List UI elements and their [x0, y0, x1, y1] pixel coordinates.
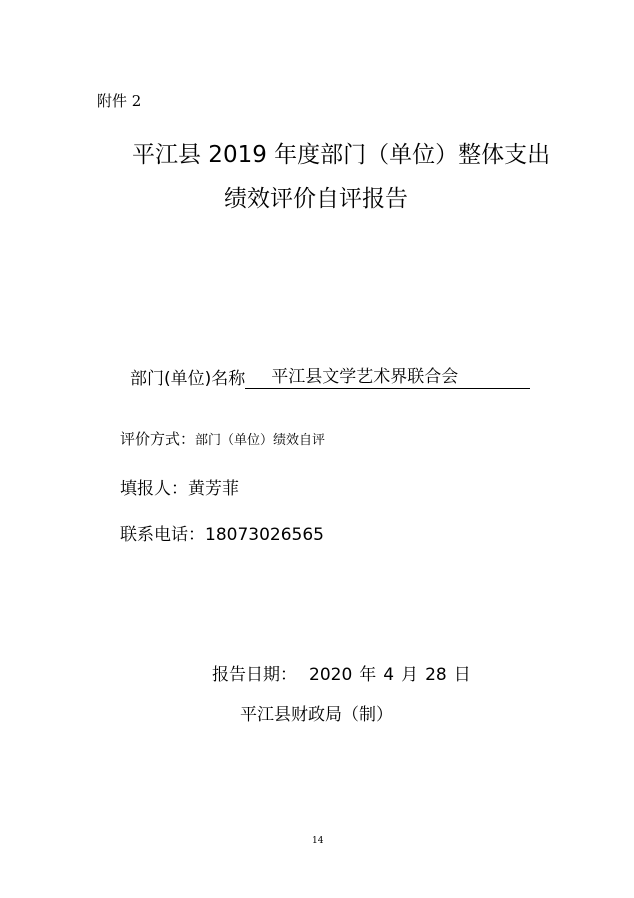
report-date-row	[212, 660, 471, 685]
report-date-day: 28	[425, 665, 447, 685]
filler-label: 填报人：	[120, 479, 188, 499]
department-name-value: 平江县文学艺术界联合会	[245, 366, 530, 389]
contact-phone-value: 18073026565	[205, 525, 324, 545]
report-date-day-unit: 日	[453, 665, 471, 685]
evaluation-method-label: 评价方式：	[120, 430, 196, 448]
report-title-line-1: 平江县 2019 年度部门（单位）整体支出	[132, 142, 551, 168]
evaluation-method-row	[120, 428, 325, 449]
report-date-year-unit: 年	[359, 665, 377, 685]
report-date-month: 4	[383, 665, 395, 685]
filler-value: 黄芳菲	[188, 479, 239, 499]
report-date-year: 2020	[309, 665, 353, 685]
report-date-month-unit: 月	[401, 665, 419, 685]
issuer-label: 平江县财政局（制）	[240, 705, 393, 725]
evaluation-method-value: 部门（单位）绩效自评	[195, 433, 326, 448]
department-name-label: 部门(单位)名称	[130, 369, 246, 389]
department-name-row	[130, 364, 530, 389]
contact-phone-label: 联系电话：	[120, 525, 205, 545]
report-date-label: 报告日期：	[212, 665, 297, 685]
report-title-line-2: 绩效评价自评报告	[224, 186, 408, 212]
contact-phone-row	[120, 520, 324, 545]
page-number: 14	[312, 836, 324, 846]
attachment-label: 附件 2	[97, 92, 142, 110]
filler-row	[120, 474, 239, 499]
